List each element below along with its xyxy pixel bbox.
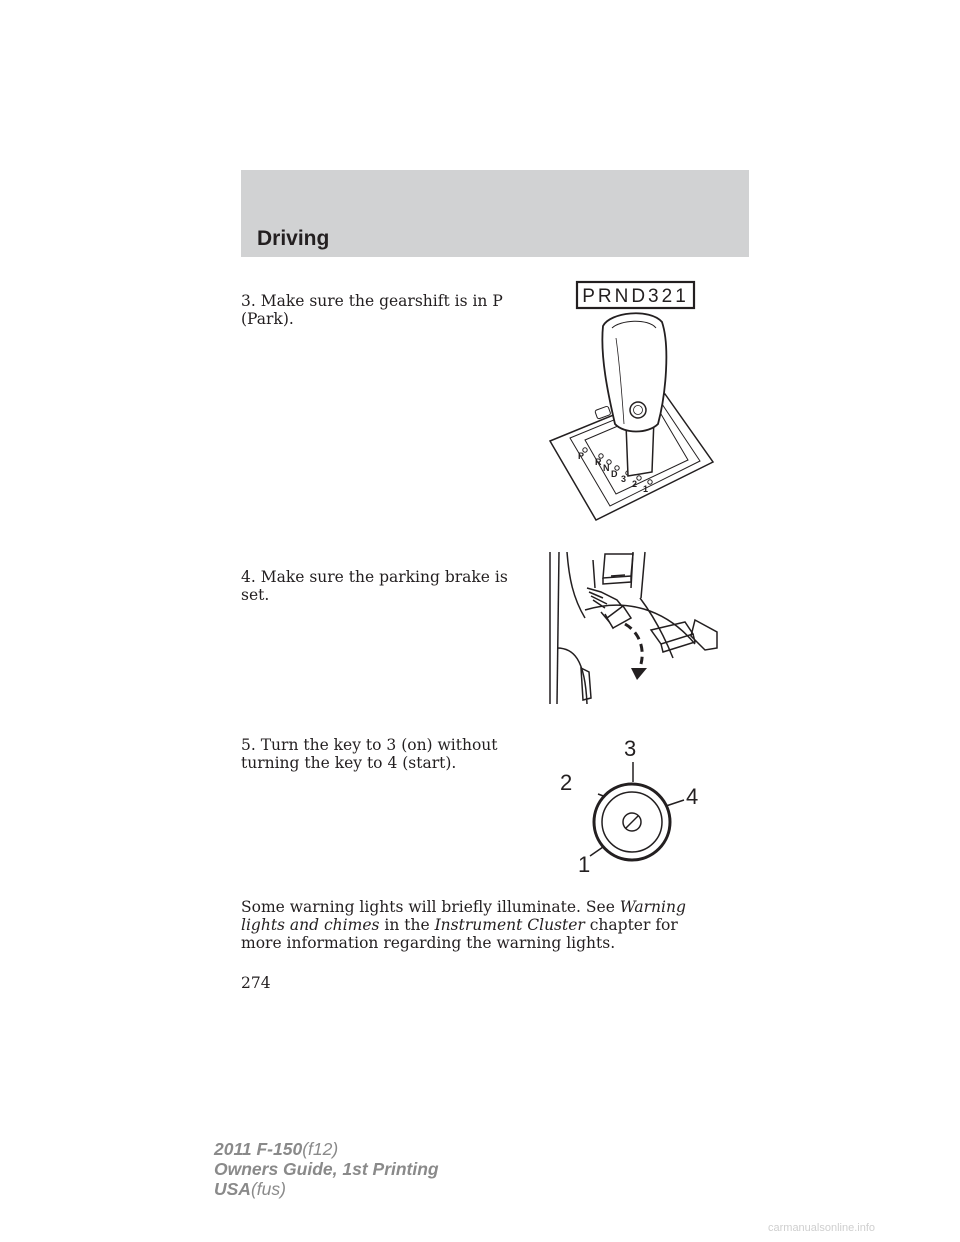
gearshift-illustration (540, 276, 730, 526)
paragraph-text: chapter for more information regarding the warning lights. (241, 916, 678, 952)
gate-letter-1: 1 (643, 484, 649, 494)
print-footer (214, 1139, 439, 1199)
gate-letter-2: 2 (632, 479, 638, 489)
paragraph-text: Some warning lights will briefly illuminate. See (241, 898, 620, 916)
step-3-text: 3. Make sure the gearshift is in P (Park). (241, 292, 503, 328)
footer-region: USA (214, 1179, 251, 1199)
footer-guide: Owners Guide, 1st Printing (214, 1159, 439, 1179)
gate-letter-3: 3 (621, 474, 627, 484)
gate-letter-r: R (595, 457, 602, 467)
key-position-4: 4 (686, 784, 699, 809)
page-number: 274 (241, 974, 271, 992)
step-5-text: 5. Turn the key to 3 (on) without turning the key to 4 (start). (241, 736, 498, 772)
key-position-1: 1 (578, 852, 591, 877)
paragraph-text: in the (379, 916, 435, 934)
parking-brake-illustration (545, 548, 730, 706)
warning-lights-reference[interactable]: Warning lights and chimes (241, 898, 686, 934)
section-title: Driving (257, 227, 330, 250)
step-4-text: 4. Make sure the parking brake is set. (241, 568, 508, 604)
gate-letter-p: P (578, 451, 585, 461)
instrument-cluster-reference[interactable]: Instrument Cluster (434, 916, 585, 934)
footer-region-code: (fus) (250, 1179, 286, 1199)
footer-model-code: (f12) (302, 1139, 339, 1159)
gate-letter-n: N (603, 463, 610, 473)
watermark: carmanualsonline.info (768, 1222, 876, 1234)
gate-letter-d: D (611, 469, 618, 479)
key-position-3: 3 (624, 736, 637, 761)
key-position-2: 2 (560, 770, 573, 795)
section-header (241, 170, 749, 257)
footer-model: 2011 F-150 (214, 1139, 303, 1159)
prnd-indicator: PRND321 (582, 286, 689, 307)
ignition-key-illustration (548, 730, 720, 882)
warning-lights-paragraph (241, 898, 711, 952)
